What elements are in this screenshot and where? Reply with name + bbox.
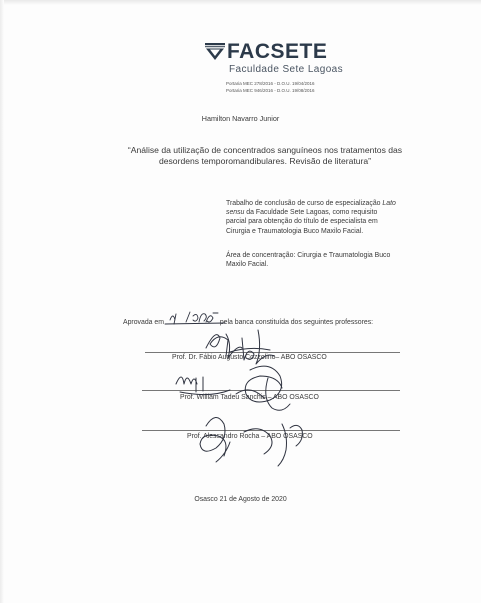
logo-subtitle: Faculdade Sete Lagoas bbox=[229, 64, 344, 75]
description-line-1-italic: Lato bbox=[382, 200, 396, 207]
description-line-2-text: da Faculdade Sete Lagoas, como requisito bbox=[244, 209, 378, 217]
area-line-2: Maxilo Facial. bbox=[226, 261, 269, 269]
handwritten-date bbox=[165, 312, 225, 324]
professor-2: Prof. William Tadeu Sanchis – ABO OSASCO bbox=[180, 394, 319, 401]
area-line-1: Área de concentração: Cirurgia e Traumatologia Buco bbox=[226, 252, 391, 259]
professor-3: Prof. Alessandro Rocha – ABO OSASCO bbox=[187, 433, 313, 440]
approval-prefix: Aprovada em bbox=[123, 319, 164, 326]
signature-2 bbox=[176, 366, 290, 410]
description-line-4: Cirurgia e Traumatologia Buco Maxilo Facial. bbox=[226, 227, 364, 235]
approval-suffix: pela banca constituída dos seguintes professores: bbox=[219, 319, 374, 326]
place-and-date: Osasco 21 de Agosto de 2020 bbox=[194, 496, 287, 503]
professor-1: Prof. Dr. Fábio Augusto Cozzolino– ABO OSASCO bbox=[172, 354, 327, 361]
author-name: Hamilton Navarro Junior bbox=[201, 114, 280, 123]
signature-1 bbox=[206, 330, 274, 364]
logo-name: FACSETE bbox=[227, 40, 328, 63]
portaria-line-2: Portaria MEC 946/2016 - D.O.U. 19/08/2016 bbox=[226, 88, 315, 93]
portaria-line-1: Portaria MEC 278/2016 - D.O.U. 19/04/2016 bbox=[226, 81, 315, 86]
title-line-2: desordens temporomandibulares. Revisão de literatura” bbox=[158, 156, 372, 166]
description-line-1-text: Trabalho de conclusão de curso de especialização bbox=[226, 200, 383, 207]
description-line-3: parcial para obtenção do título de especialista em bbox=[226, 218, 378, 226]
title-line-1: “Análise da utilização de concentrados sanguíneos nos tratamentos das bbox=[127, 145, 403, 155]
description-line-2-italic: sensu bbox=[226, 209, 245, 217]
signature-3 bbox=[200, 417, 302, 466]
